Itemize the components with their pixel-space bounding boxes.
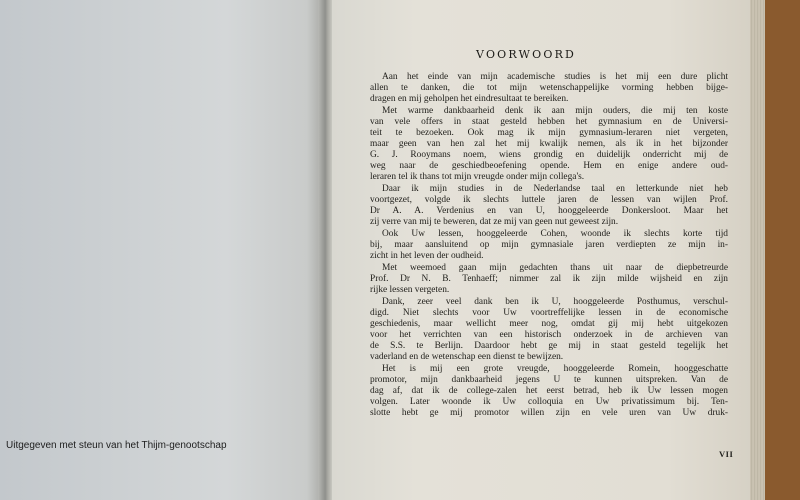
text-line: dragen en mij geholpen het eindresultaat te bereiken. bbox=[370, 93, 569, 104]
text-line: volgen. Later woonde ik Uw colloquia en Uw privatissimum bij. Ten- bbox=[370, 396, 728, 407]
text-line: voortgezet, volgde ik slechts luttele jaren de lessen van wijlen Prof. bbox=[370, 194, 728, 205]
paragraph bbox=[370, 364, 728, 418]
text-line: Ook Uw lessen, hooggeleerde Cohen, woonde ik slechts korte tijd bbox=[382, 228, 728, 239]
text-line: Aan het einde van mijn academische studies is het mij een dure plicht bbox=[382, 72, 728, 82]
paragraph bbox=[370, 263, 728, 296]
page-heading: VOORWOORD bbox=[476, 48, 577, 61]
text-line: voor het verrichten van een historisch onderzoek in de archieven van bbox=[370, 329, 728, 340]
text-line: dag af, dat ik de college-zalen het eerst betrad, heb ik Uw lessen mogen bbox=[370, 385, 728, 396]
paragraph bbox=[370, 297, 728, 362]
paragraph bbox=[370, 106, 728, 182]
left-page bbox=[0, 0, 323, 500]
text-line: weg naar de geschiedbeoefening opende. Hem en enige andere oud- bbox=[370, 160, 728, 171]
text-line: Prof. Dr N. B. Tenhaeff; nimmer zal ik zijn milde wijsheid en zijn bbox=[370, 274, 728, 285]
text-line: vaderland en de wetenschap een dienst te bewijzen. bbox=[370, 351, 564, 362]
text-line: G. J. Rooymans noem, wiens grondig en duidelijk onderricht mij de bbox=[370, 149, 728, 160]
paragraph bbox=[370, 184, 728, 228]
text-line: zicht in het leven der oudheid. bbox=[370, 250, 484, 261]
text-line: zij verre van mij te beweren, dat ze mij van geen nut geweest zijn. bbox=[370, 216, 619, 227]
text-line: Daar ik mijn studies in de Nederlandse taal en letterkunde niet heb bbox=[382, 183, 728, 194]
text-line: maar geen van hen zal het mij kwalijk nemen, als ik in het bijzonder bbox=[370, 138, 728, 149]
text-line: van vele offers in staat gesteld hebben het gymnasium en de Universi- bbox=[370, 117, 728, 128]
text-line: Dank, zeer veel dank ben ik U, hooggeleerde Posthumus, verschul- bbox=[382, 297, 728, 308]
publisher-imprint: Uitgegeven met steun van het Thijm-genootschap bbox=[6, 440, 227, 451]
text-line: teit te bezoeken. Ook mag ik mijn gymnasium-leraren niet vergeten, bbox=[370, 127, 728, 138]
text-line: Met warme dankbaarheid denk ik aan mijn ouders, die mij ten koste bbox=[382, 106, 728, 117]
text-line: bij, maar aansluitend op mijn gymnasiale jaren verdiepten ze mijn in- bbox=[370, 239, 728, 250]
foreword-text bbox=[370, 72, 728, 420]
text-line: promotor, mijn dankbaarheid jegens U te kunnen uitspreken. Van de bbox=[370, 375, 728, 386]
text-line: geschiedenis, maar wellicht meer nog, omdat gij mij hebt uitgekozen bbox=[370, 319, 728, 330]
text-line: leraren tel ik thans tot mijn vreugde onder mijn collega's. bbox=[370, 171, 585, 182]
text-line: slotte hebt ge mij promotor willen zijn en vele uren van Uw druk- bbox=[370, 407, 728, 418]
paragraph bbox=[370, 72, 728, 105]
text-line: allen te danken, die tot mijn wetenschappelijke vorming hebben bijge- bbox=[370, 82, 728, 93]
text-line: digd. Niet slechts voor Uw voortreffelijke lessen in de economische bbox=[370, 308, 728, 319]
page-number: VII bbox=[719, 449, 734, 459]
text-line: Met weemoed gaan mijn gedachten thans uit naar de diepbetreurde bbox=[382, 263, 728, 274]
page-edges bbox=[750, 0, 765, 500]
paragraph bbox=[370, 229, 728, 262]
text-line: Het is mij een grote vreugde, hooggeleerde Romein, hooggeschatte bbox=[382, 364, 728, 375]
text-line: rijke lessen vergeten. bbox=[370, 284, 450, 295]
text-line: de S.S. te Berlijn. Daardoor hebt ge mij in staat gesteld tegelijk het bbox=[370, 340, 728, 351]
text-line: Dr A. A. Verdenius en van U, hooggeleerde Donkersloot. Maar het bbox=[370, 205, 728, 216]
